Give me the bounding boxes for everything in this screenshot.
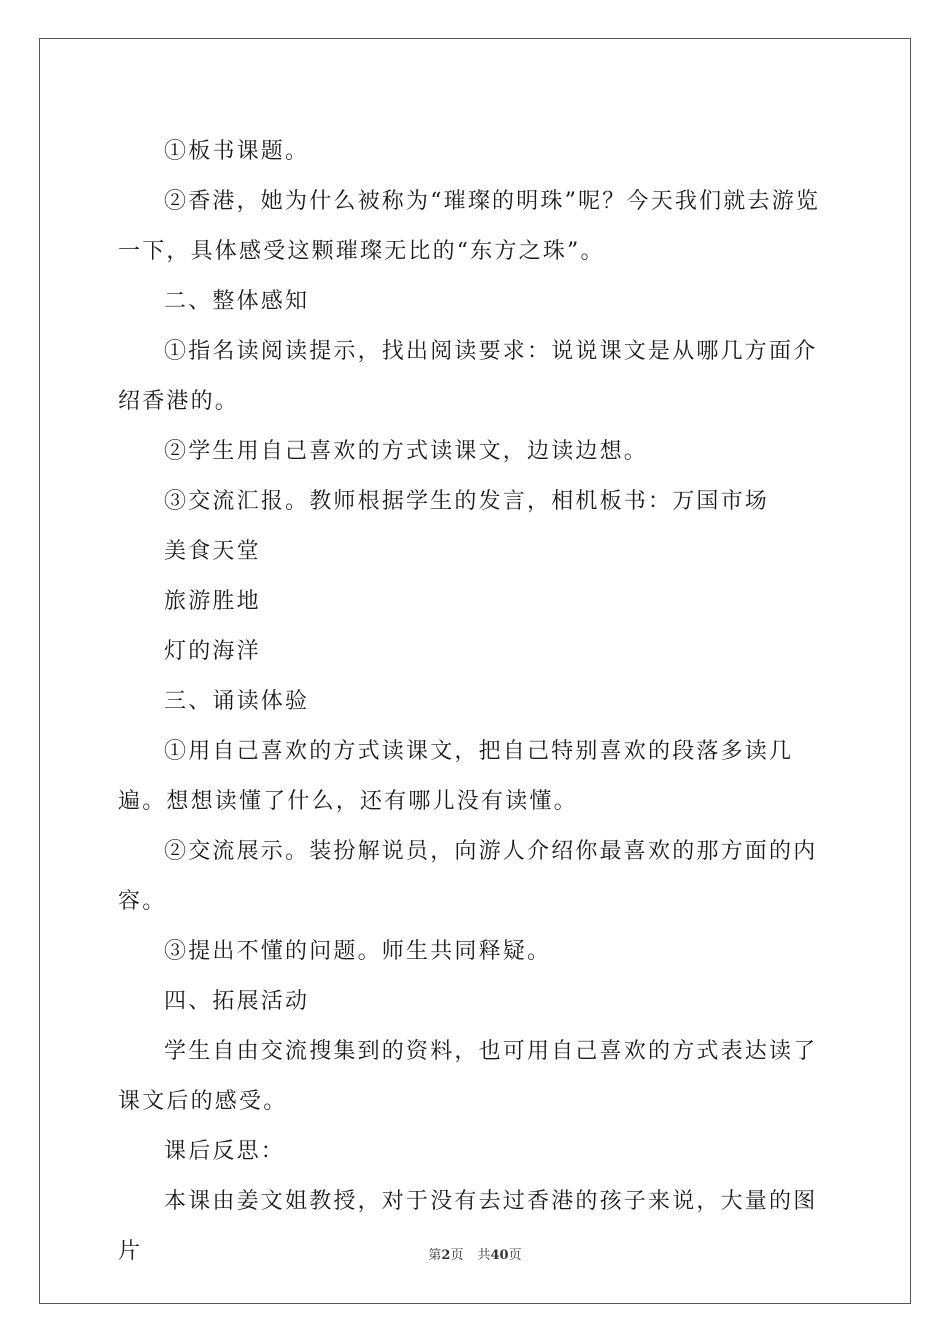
board-item: 灯的海洋 — [164, 639, 261, 664]
section-heading: 三、诵读体验 — [164, 689, 310, 714]
paragraph: ②交流展示。装扮解说员，向游人介绍你最喜欢的那方面的内容。 — [118, 839, 818, 914]
paragraph: ①用自己喜欢的方式读课文，把自己特别喜欢的段落多读几遍。想想读懂了什么，还有哪儿没有读懂。 — [118, 739, 794, 814]
total-prefix: 共 — [477, 1248, 491, 1263]
section-heading: 四、拓展活动 — [164, 989, 310, 1014]
paragraph: ①板书课题。 — [164, 139, 310, 164]
board-item: 美食天堂 — [164, 539, 261, 564]
board-item: 旅游胜地 — [164, 589, 261, 614]
document-body — [118, 127, 834, 1277]
paragraph: ②香港，她为什么被称为“璀璨的明珠”呢？今天我们就去游览一下，具体感受这颗璀璨无比的“东方之珠”。 — [118, 189, 821, 264]
paragraph: ②学生用自己喜欢的方式读课文，边读边想。 — [164, 439, 649, 464]
page-number: 2 — [441, 1248, 451, 1263]
total-pages: 40 — [490, 1248, 509, 1263]
paragraph: 学生自由交流搜集到的资料，也可用自己喜欢的方式表达读了课文后的感受。 — [118, 1039, 818, 1114]
paragraph: 本课由姜文姐教授，对于没有去过香港的孩子来说，大量的图片 — [118, 1189, 818, 1264]
paragraph: ③交流汇报。教师根据学生的发言，相机板书：万国市场 — [164, 489, 770, 514]
section-heading: 二、整体感知 — [164, 289, 310, 314]
page-suffix: 页 — [450, 1248, 464, 1263]
paragraph: ③提出不懂的问题。师生共同释疑。 — [164, 939, 552, 964]
page-prefix: 第 — [428, 1248, 442, 1263]
section-heading: 课后反思： — [164, 1139, 286, 1164]
page-footer — [0, 1244, 950, 1263]
total-suffix: 页 — [508, 1248, 522, 1263]
paragraph: ①指名读阅读提示，找出阅读要求：说说课文是从哪几方面介绍香港的。 — [118, 339, 818, 414]
